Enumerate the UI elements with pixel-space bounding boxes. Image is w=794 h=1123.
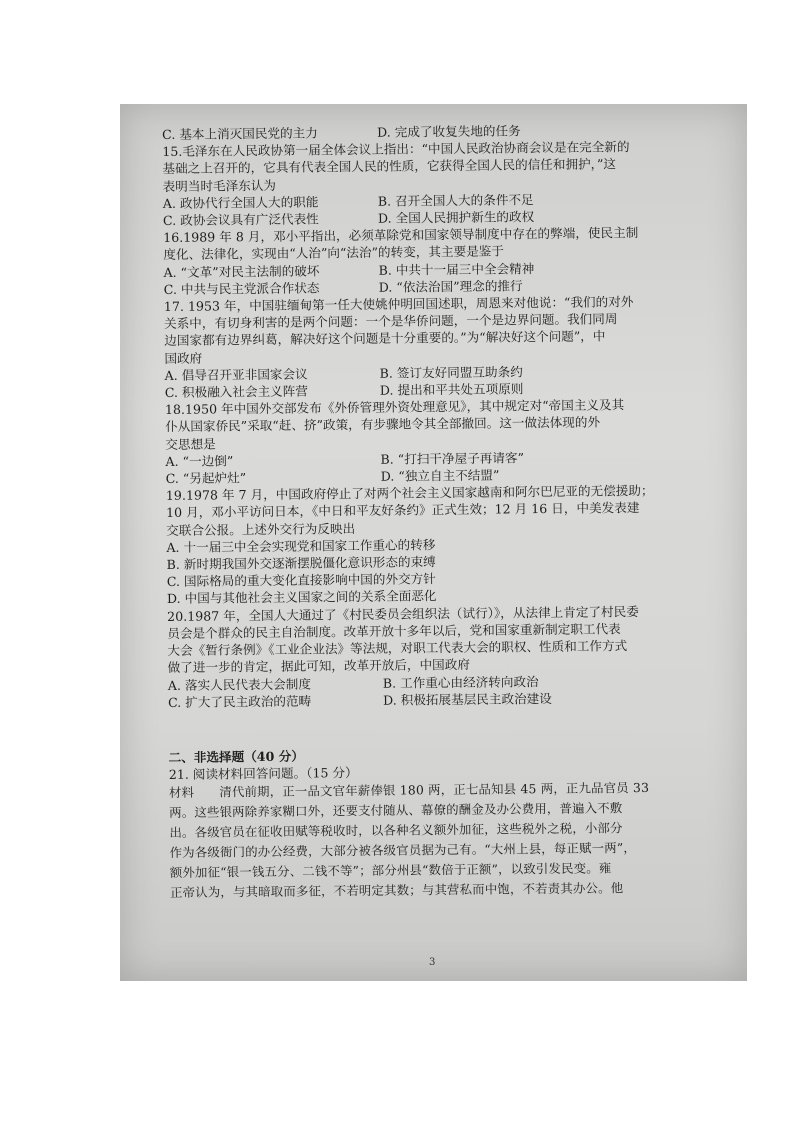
question-21-title: 21. 阅读材料回答问题。（15 分） (168, 765, 358, 783)
option-left: A. 政协代行全国人大的职能 (162, 194, 319, 211)
option-right: D. “独立自主不结盟” (380, 467, 500, 484)
option-left: A. “一边倒” (165, 453, 234, 469)
option-left: C. 中共与民主党派合作状态 (163, 280, 320, 297)
question-text-line: D. 中国与其他社会主义国家之间的关系全面恶化 (166, 588, 437, 607)
option-right: D. 全国人民拥护新生的政权 (377, 209, 535, 226)
option-left: C. 积极融入社会主义阵营 (164, 383, 309, 401)
option-left: C. 政协会议具有广泛代表性 (162, 211, 319, 229)
scanned-photo (120, 104, 747, 981)
question-text-line: 做了进一步的肯定，据此可知，改革开放后，中国政府 (167, 657, 470, 676)
option-left: A. 倡导召开亚非国家会议 (164, 366, 308, 383)
question-text-line: 17. 1953 年，中国驻缅甸第一任大使姚仲明回国述职，周恩来对他说：“我们的对外 (163, 294, 634, 315)
option-left: A. “文革”对民主法制的破坏 (163, 262, 320, 280)
page-number: 3 (429, 957, 436, 968)
question-text-line: 基础之上召开的，它具有代表全国人民的性质，它获得全国人民的信任和拥护，”这 (162, 156, 617, 177)
option-right: B. 召开全国人大的条件不足 (377, 191, 534, 209)
question-text-line: 交联合公报。上述外交行为反映出 (166, 520, 356, 538)
option-right: B. 中共十一届三中全会精神 (378, 260, 535, 278)
material-line: 出。各级官员在征收田赋等税收时，以各种名义额外加征，这些税外之税，小部分 (169, 820, 623, 841)
question-text-line: 仆从国家侨民”采取“赶、挤”政策，有步骤地令其全部撤回。这一做法体现的外 (165, 414, 601, 435)
option-right: B. 签订友好同盟互助条约 (379, 364, 523, 381)
question-text-line: 员会是个群众的民主自治制度。改革开放十多年以后，党和国家重新制定职工代表 (167, 621, 621, 641)
material-line: 两。这些银两除养家糊口外，还要支付随从、幕僚的酬金及办公费用，普遍入不敷 (169, 800, 623, 821)
question-text-line: 关系中，有切身利害的是两个问题：一个是华侨问题，一个是边界问题。我们同周 (163, 311, 618, 332)
option-right: B. 工作重心由经济转向政治 (382, 673, 539, 691)
material-text (169, 777, 725, 903)
material-line: 材料 清代前期，正一品文官年薪俸银 180 两，正七品知县 45 两，正九品官员 33 (168, 780, 650, 801)
question-text-line: 边国家都有边界纠葛，解决好这个问题是十分重要的。”为“解决好这个问题”，中 (164, 328, 606, 349)
material-line: 正帝认为，与其暗取而多征，不若明定其数；与其营私而中饱，不若责其办公。他 (169, 880, 624, 901)
question-text-line: 20.1987 年，全国人大通过了《村民委员会组织法（试行）》，从法律上肯定了村民委 (167, 603, 639, 624)
question-text-line: C. 国际格局的重大变化直接影响中国的外交方针 (166, 571, 436, 590)
question-text-line: 表明当时毛泽东认为 (162, 177, 277, 194)
question-text-line: A. 十一届三中全会实现党和国家工作重心的转移 (166, 537, 436, 555)
option-right: D. 积极拓展基层民主政治建设 (382, 690, 552, 708)
option-left: C. 基本上消灭国民党的主力 (162, 125, 318, 142)
material-line: 额外加征“银一钱五分、二钱不等”；部分州县“数倍于正额”，以致引发民变。雍 (169, 860, 612, 881)
question-text-line: 度化、法律化，实现由“人治”向“法治”的转变，其主要是鉴于 (163, 243, 505, 263)
question-text-line: 交思想是 (165, 436, 216, 452)
option-left: A. 落实人民代表大会制度 (167, 675, 311, 693)
option-right: B. “打扫干净屋子再请客” (380, 450, 525, 467)
spacer (168, 705, 723, 749)
option-right: D. 提出和平共处五项原则 (379, 381, 524, 398)
option-right: D. “依法治国”理念的推行 (378, 278, 523, 295)
question-text-line: 16.1989 年 8 月，邓小平指出，必须革除党和国家领导制度中存在的弊端，使民主制 (163, 225, 639, 246)
question-text-line: 19.1978 年 7 月，中国政府停止了对两个社会主义国家越南和阿尔巴尼亚的无偿援助； (165, 483, 654, 504)
exam-page (162, 120, 725, 903)
question-text-line: B. 新时期我国外交逐渐摆脱僵化意识形态的束缚 (166, 554, 436, 573)
section-title: 二、非选择题（40 分） (168, 748, 304, 765)
question-text-line: 10 月，邓小平访问日本，《中日和平友好条约》正式生效；12 月 16 日，中美发表建 (165, 500, 640, 521)
multiple-choice-questions (162, 120, 723, 711)
question-text-line: 15.毛泽东在人民政协第一届全体会议上指出：“中国人民政治协商会议是在完全新的 (162, 139, 630, 160)
option-left: C. 扩大了民主政治的范畴 (167, 693, 312, 710)
question-text-line: 国政府 (164, 350, 203, 366)
option-left: C. “另起炉灶” (165, 470, 247, 487)
question-text-line: 大会《暂行条例》《工业企业法》等法规，对职工代表大会的职权、性质和工作方式 (167, 638, 628, 659)
material-line: 作为各级衙门的办公经费，大部分被各级官员据为己有。“大州上县，每正赋一两”， (169, 840, 637, 861)
question-text-line: 18.1950 年中国外交部发布《外侨管理外资处理意见》，其中规定对“帝国主义及其 (164, 397, 625, 418)
option-right: D. 完成了收复失地的任务 (376, 123, 521, 140)
